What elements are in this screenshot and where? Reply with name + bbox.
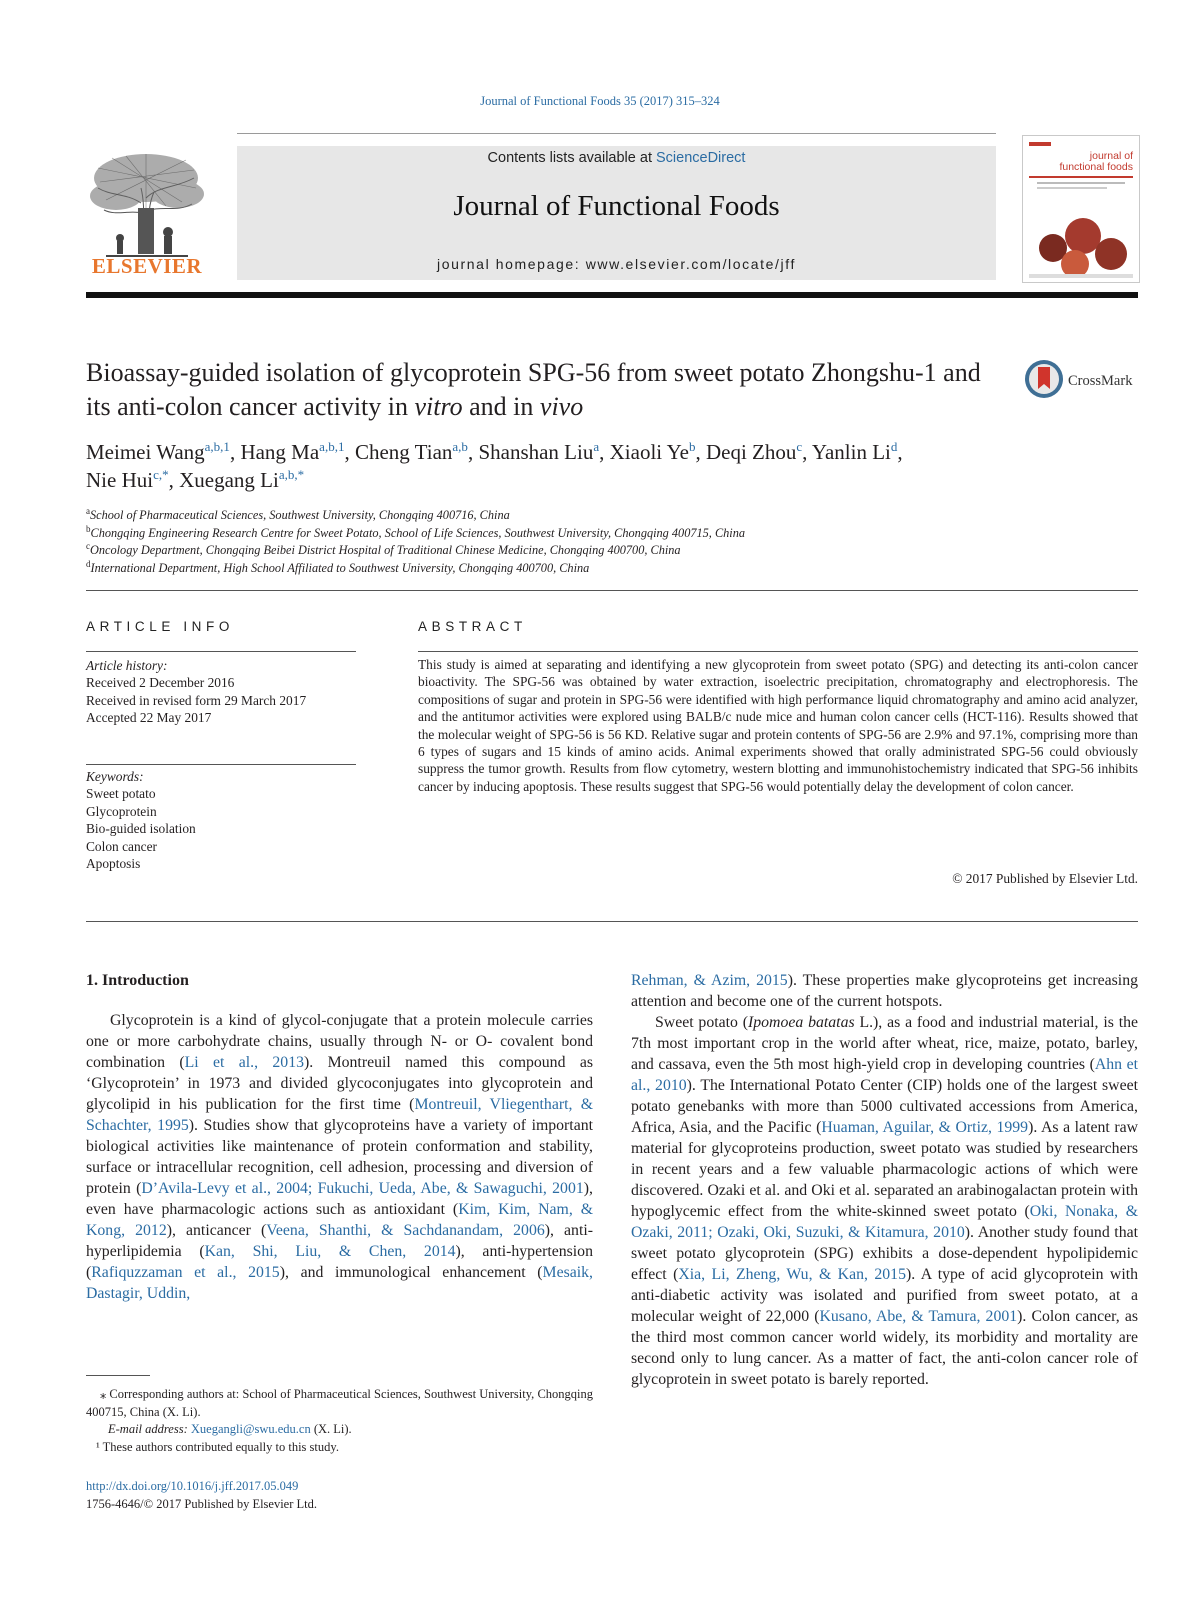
author-name: Hang Ma (240, 440, 320, 464)
keyword-item: Sweet potato (86, 786, 156, 802)
paragraph-text: ). The International Potato Center (CIP) holds one of the largest sweet potato genebanks with more than 5000 cultivated accessions from America, Africa, Asia, and the Pacific ( (631, 1077, 1139, 1136)
doi-block (86, 1478, 593, 1513)
author-affiliation-marker[interactable]: c,* (153, 467, 169, 482)
author-separator: , (467, 440, 479, 464)
paragraph-text: ), even have pharmacologic actions such as antioxidant ( (86, 1180, 593, 1218)
author-name: Yanlin Li (811, 440, 891, 464)
article-title (86, 356, 1006, 424)
paragraph-text: ), anti-hypertension ( (86, 1243, 593, 1281)
affiliation-key: b (86, 523, 91, 534)
title-text: Bioassay-guided isolation of glycoprotein SPG-56 from sweet potato Zhongshu-1 and its anti-colon cancer activity in (86, 358, 981, 421)
history-label: Article history: (86, 658, 168, 673)
abstract-copyright: © 2017 Published by Elsevier Ltd. (952, 871, 1138, 886)
paragraph-text: Sweet potato ( (655, 1014, 748, 1031)
keyword-item: Glycoprotein (86, 803, 157, 819)
paragraph-text: ). Montreuil named this compound as ‘Glycoprotein’ in 1973 and divided glycoconjugates into glycoprotein and glycolipid in his publication for the first time ( (86, 1054, 593, 1113)
author-name: Cheng Tian (354, 440, 453, 464)
author-separator: , (168, 468, 180, 492)
author-affiliation-marker[interactable]: a,b,1 (319, 439, 345, 454)
author-name: Deqi Zhou (705, 440, 797, 464)
intro-paragraph-2 (631, 1012, 1138, 1390)
issn-line: 1756-4646/© 2017 Published by Elsevier Ltd. (86, 1496, 318, 1511)
journal-cover-thumbnail (1022, 135, 1140, 283)
keyword-item: Apoptosis (86, 856, 141, 872)
paragraph-text: Glycoprotein is a kind of glycol-conjugate that a protein molecule carries one or more carbohydrate chains, usually through N- or O- covalent bond combination ( (86, 1012, 593, 1071)
article-info-heading: ARTICLE INFO (86, 619, 234, 634)
citation-link[interactable]: Kan, Shi, Liu, & Chen, 2014 (204, 1243, 456, 1260)
author-separator: , (802, 440, 812, 464)
affiliation-text: International Department, High School Affiliated to Southwest University, Chongqing 400700, China (90, 560, 590, 575)
email-label: E-mail address: (108, 1422, 188, 1436)
cover-title-line1: journal of (1089, 150, 1133, 162)
author-separator: , (897, 440, 903, 464)
citation-link[interactable]: Li et al., 2013 (184, 1054, 305, 1071)
intro-paragraph-1 (86, 1010, 593, 1304)
email-suffix: (X. Li). (310, 1422, 352, 1436)
affiliation-item (86, 525, 1126, 543)
citation-link[interactable]: Rehman, & Azim, 2015 (631, 972, 788, 989)
article-history (86, 657, 356, 727)
author-separator: , (599, 440, 610, 464)
citation-link[interactable]: Mesaik, Dastagir, Uddin, (86, 1264, 593, 1302)
author-affiliation-marker[interactable]: d (890, 439, 898, 454)
citation-link[interactable]: Montreuil, Vliegenthart, & Schachter, 1995 (86, 1096, 593, 1134)
header-bottom-rule (86, 292, 1138, 298)
author-affiliation-marker[interactable]: a,b,1 (204, 439, 230, 454)
received-date: Received 2 December 2016 (86, 675, 235, 691)
journal-reference-link[interactable]: Journal of Functional Foods 35 (2017) 315–324 (480, 94, 720, 108)
cover-title-line2: functional foods (1059, 161, 1133, 173)
contents-prefix: Contents lists available at (487, 150, 652, 166)
author-name: Xuegang Li (179, 468, 279, 492)
affiliations (86, 507, 1126, 577)
article-info-rule (86, 651, 356, 652)
author-name: Shanshan Liu (478, 440, 594, 464)
keyword-item: Colon cancer (86, 838, 158, 854)
species-name: Ipomoea batatas (748, 1014, 855, 1031)
footnote-rule (86, 1375, 150, 1376)
author-name: Nie Hui (86, 468, 154, 492)
author-affiliation-marker[interactable]: c (796, 439, 803, 454)
paragraph-text: ), and immunological enhancement ( (279, 1264, 543, 1281)
contents-line (237, 150, 996, 166)
affiliation-key: a (86, 506, 90, 516)
citation-link[interactable]: Kim, Kim, Nam, & Kong, 2012 (86, 1201, 594, 1239)
affiliation-text: Chongqing Engineering Research Centre for Sweet Potato, School of Life Sciences, Southwest University, Chongqing 400715, China (90, 525, 746, 540)
header-top-rule (237, 133, 996, 134)
keyword-item: Bio-guided isolation (86, 821, 196, 837)
paragraph-text: ). As a latent raw material for glycoproteins production, sweet potato was studied by researchers in recent years and a few valuable pharmacologic actions of which were discovered. Ozaki et al. and Oki et al. separated an arabinogalactan protein with hypoglycemic effect from the white-skinned sweet potato ( (631, 1119, 1138, 1220)
title-text-mid: and in (462, 392, 540, 421)
intro-paragraph-1-continued (631, 970, 1138, 1012)
elsevier-wordmark: ELSEVIER (91, 254, 203, 278)
crossmark-icon[interactable] (1024, 359, 1064, 399)
author-affiliation-marker[interactable]: b (688, 439, 696, 454)
right-column (631, 970, 1138, 1390)
citation-link[interactable]: Veena, Shanthi, & Sachdanandam, 2006 (266, 1222, 545, 1239)
paragraph-text: L.), as a food and industrial material, is the 7th most important crop in the world after wheat, rice, maize, potato, barley, and cassava, even the 5th most high-yield crop in developing countries ( (631, 1014, 1138, 1073)
paragraph-text: ), anti-hyperlipidemia ( (86, 1222, 593, 1260)
section-divider (86, 921, 1138, 922)
citation-link[interactable]: Rafiquzzaman et al., 2015 (91, 1264, 280, 1281)
affiliation-item (86, 560, 1126, 578)
left-column (86, 970, 593, 1304)
introduction-heading: 1. Introduction (86, 972, 189, 989)
citation-link[interactable]: Ahn et al., 2010 (631, 1056, 1138, 1094)
author-separator: , (344, 440, 355, 464)
affiliation-text: Oncology Department, Chongqing Beibei District Hospital of Traditional Chinese Medicine, Chongqing 400700, China (90, 543, 681, 557)
doi-link[interactable]: http://dx.doi.org/10.1016/j.jff.2017.05.049 (86, 1479, 299, 1493)
paragraph-text: ). Studies show that glycoproteins have a variety of important biological activities like maintenance of protein conformation and stability, surface or intracellular recognition, cell adhesion, processing and diversion of protein ( (86, 1117, 593, 1197)
affiliation-key: c (86, 541, 90, 551)
author-separator: , (695, 440, 706, 464)
cover-art (1023, 136, 1139, 282)
paragraph-text: ). Another study found that sweet potato glycoprotein (SPG) exhibits a dose-dependent hypolipidemic effect ( (631, 1224, 1138, 1283)
keywords (86, 768, 356, 872)
affiliation-key: d (86, 558, 91, 569)
corresponding-author-note: ⁎ Corresponding authors at: School of Pharmaceutical Sciences, Southwest University, Chongqing 400715, China (X. Li). (86, 1387, 593, 1419)
email-line (86, 1421, 593, 1439)
author-name: Xiaoli Ye (609, 440, 689, 464)
title-italic-vitro: vitro (414, 392, 463, 421)
equal-contribution-note: ¹ These authors contributed equally to this study. (96, 1439, 339, 1454)
citation-link[interactable]: Huaman, Aguilar, & Ortiz, 1999 (821, 1119, 1029, 1136)
sciencedirect-link[interactable]: ScienceDirect (656, 150, 746, 166)
citation-link[interactable]: D’Avila-Levy et al., 2004; Fukuchi, Ueda, Abe, & Sawaguchi, 2001 (141, 1180, 584, 1197)
abstract-text: This study is aimed at separating and identifying a new glycoprotein from sweet potato (SPG) and detecting its anti-colon cancer bioactivity. The SPG-56 was obtained by water extraction, isoelectric precipitation, chromatography and electrophoresis. The compositions of sugar and protein in SPG-56 were identified with high performance liquid chromatography and amino acid analyzer, and the antitumor activities were explored using BALB/c nude mice and human colon cancer cells (HCT-116). Results showed that the molecular weight of SPG-56 is 56 KD. Relative sugar and protein contents of SPG-56 are 2.9% and 97.1%, comprising more than 6 types of sugars and 15 kinds of amino acids. Animal experiments showed that orally administrated SPG-56 could obviously suppress the tumor growth. Results from flow cytometry, western blotting and immunohistochemistry indicated that SPG-56 inhibits cancer by inducing apoptosis. These results suggest that SPG-56 would potentially delay the development of colon cancer. (418, 657, 1138, 794)
keywords-rule (86, 764, 356, 765)
section-divider (86, 590, 1138, 591)
paragraph-text: ). A type of acid glycoprotein with anti-diabetic activity was isolated and purified from sweet potato, at a molecular weight of 22,000 ( (631, 1266, 1138, 1325)
abstract-rule (418, 651, 1138, 652)
crossmark-label[interactable]: CrossMark (1068, 373, 1133, 389)
citation-link[interactable]: Oki, Nonaka, & Ozaki, 2011; Ozaki, Oki, Suzuki, & Kitamura, 2010 (631, 1203, 1139, 1241)
accepted-date: Accepted 22 May 2017 (86, 710, 212, 726)
citation-link[interactable]: Kusano, Abe, & Tamura, 2001 (819, 1308, 1018, 1325)
affiliation-item (86, 542, 1126, 560)
author-separator: , (229, 440, 241, 464)
paragraph-text: ), anticancer ( (166, 1222, 267, 1239)
title-italic-vivo: vivo (539, 392, 584, 421)
email-link[interactable]: Xuegangli@swu.edu.cn (190, 1422, 311, 1436)
affiliation-text: School of Pharmaceutical Sciences, Southwest University, Chongqing 400716, China (90, 508, 510, 522)
keywords-label: Keywords: (86, 769, 144, 784)
abstract-heading: ABSTRACT (418, 619, 527, 634)
author-affiliation-marker[interactable]: a,b (452, 439, 468, 454)
author-affiliation-marker[interactable]: a (593, 439, 600, 454)
author-affiliation-marker[interactable]: a,b,* (278, 467, 305, 482)
journal-homepage[interactable]: journal homepage: www.elsevier.com/locate/jff (437, 256, 796, 272)
journal-title: Journal of Functional Foods (453, 190, 780, 222)
paragraph-text: ). Colon cancer, as the third most common cancer world widely, its morbidity and mortality are second only to lung cancer. As a matter of fact, the anti-colon cancer role of glycoprotein in sweet potato is barely reported. (631, 1308, 1139, 1388)
footnotes (86, 1386, 593, 1456)
revised-date: Received in revised form 29 March 2017 (86, 692, 307, 708)
affiliation-item (86, 507, 1126, 525)
journal-header-banner (237, 146, 996, 280)
author-list (86, 438, 1126, 494)
citation-link[interactable]: Xia, Li, Zheng, Wu, & Kan, 2015 (678, 1266, 906, 1283)
paragraph-text: ). These properties make glycoproteins get increasing attention and become one of the current hotspots. (631, 972, 1138, 1010)
author-name: Meimei Wang (86, 440, 205, 464)
